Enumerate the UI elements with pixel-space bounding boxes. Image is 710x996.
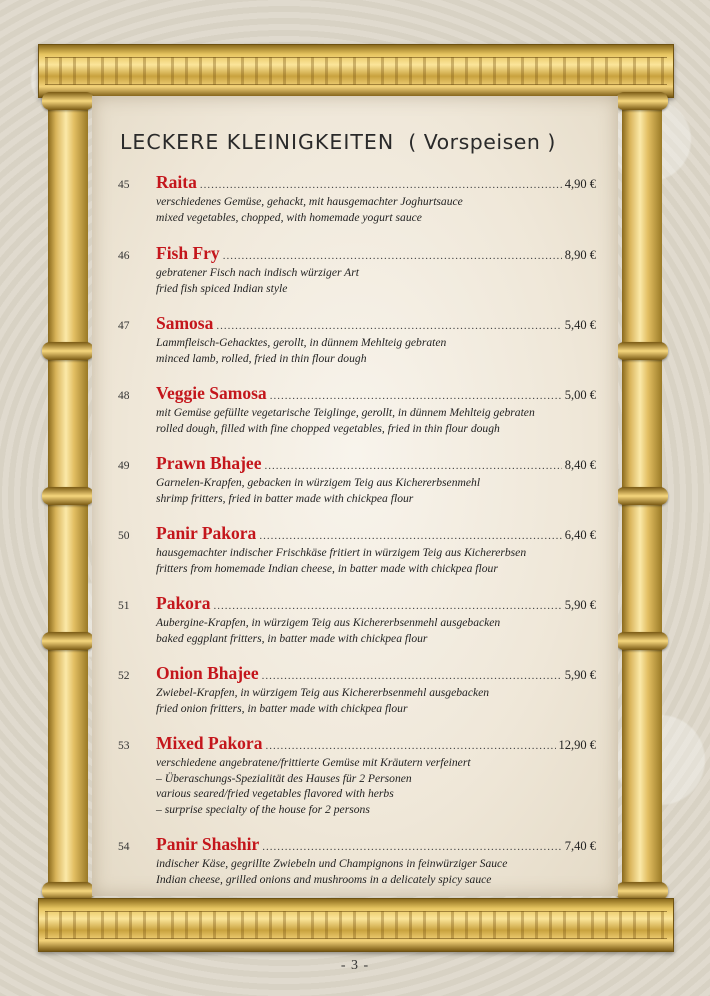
top-gold-beam bbox=[38, 44, 674, 98]
item-price: 5,90 € bbox=[564, 598, 596, 612]
item-description bbox=[156, 856, 596, 887]
dot-leader bbox=[265, 740, 555, 752]
description-line: verschiedenes Gemüse, gehackt, mit hausgemachter Joghurtsauce bbox=[156, 195, 463, 208]
item-description bbox=[156, 265, 596, 296]
menu-item bbox=[118, 172, 596, 225]
item-name: Mixed Pakora bbox=[156, 733, 263, 753]
item-number: 46 bbox=[118, 250, 130, 262]
menu-item-row bbox=[118, 453, 596, 475]
item-number: 53 bbox=[118, 740, 130, 752]
menu-item-row bbox=[118, 834, 596, 856]
menu-item-row bbox=[118, 243, 596, 265]
item-price: 12,90 € bbox=[558, 738, 596, 752]
dot-leader bbox=[223, 250, 562, 262]
item-number: 45 bbox=[118, 179, 130, 191]
item-price: 4,90 € bbox=[564, 177, 596, 191]
description-line: shrimp fritters, fried in batter made with chickpea flour bbox=[156, 491, 414, 505]
description-line: mixed vegetables, chopped, with homemade yogurt sauce bbox=[156, 210, 422, 224]
description-line: – surprise specialty of the house for 2 persons bbox=[156, 802, 370, 816]
menu-item bbox=[118, 593, 596, 646]
item-description bbox=[156, 405, 596, 436]
menu-item bbox=[118, 453, 596, 506]
item-number: 50 bbox=[118, 530, 130, 542]
menu-item-row bbox=[118, 733, 596, 755]
right-gold-pillar bbox=[616, 92, 668, 900]
menu-content bbox=[118, 130, 596, 904]
item-description bbox=[156, 685, 596, 716]
page-number: - 3 - bbox=[340, 958, 370, 973]
dot-leader bbox=[262, 841, 562, 853]
description-line: mit Gemüse gefüllte vegetarische Teiglinge, gerollt, in dünnem Mehlteig gebraten bbox=[156, 406, 535, 419]
description-line: Indian cheese, grilled onions and mushrooms in a delicately spicy sauce bbox=[156, 872, 492, 886]
menu-item-row bbox=[118, 663, 596, 685]
item-name: Veggie Samosa bbox=[156, 383, 267, 403]
left-gold-pillar bbox=[42, 92, 94, 900]
description-line: Garnelen-Krapfen, gebacken in würzigem Teig aus Kichererbsenmehl bbox=[156, 476, 481, 489]
menu-item-row bbox=[118, 593, 596, 615]
description-line: fritters from homemade Indian cheese, in batter made with chickpea flour bbox=[156, 561, 498, 575]
item-name: Panir Shashir bbox=[156, 834, 260, 854]
dot-leader bbox=[259, 530, 561, 542]
description-line: baked eggplant fritters, in batter made with chickpea flour bbox=[156, 631, 428, 645]
item-name: Onion Bhajee bbox=[156, 663, 259, 683]
item-name: Fish Fry bbox=[156, 243, 220, 263]
description-line: Aubergine-Krapfen, in würzigem Teig aus Kichererbsenmehl ausgebacken bbox=[156, 616, 501, 629]
item-price: 7,40 € bbox=[564, 839, 596, 853]
menu-item-row bbox=[118, 313, 596, 335]
item-number: 47 bbox=[118, 320, 130, 332]
item-description bbox=[156, 615, 596, 646]
item-description bbox=[156, 545, 596, 576]
menu-item bbox=[118, 523, 596, 576]
description-line: minced lamb, rolled, fried in thin flour dough bbox=[156, 351, 367, 365]
menu-item bbox=[118, 313, 596, 366]
description-line: various seared/fried vegetables flavored with herbs bbox=[156, 787, 394, 800]
item-number: 51 bbox=[118, 600, 130, 612]
item-price: 8,90 € bbox=[564, 248, 596, 262]
dot-leader bbox=[213, 600, 561, 612]
description-line: verschiedene angebratene/frittierte Gemüse mit Kräutern verfeinert bbox=[156, 756, 471, 769]
item-price: 6,40 € bbox=[564, 528, 596, 542]
description-line: Zwiebel-Krapfen, in würzigem Teig aus Kichererbsenmehl ausgebacken bbox=[156, 686, 490, 699]
description-line: indischer Käse, gegrillte Zwiebeln und Champignons in feinwürziger Sauce bbox=[156, 857, 508, 870]
item-price: 5,90 € bbox=[564, 668, 596, 682]
item-description bbox=[156, 475, 596, 506]
menu-item-row bbox=[118, 172, 596, 194]
item-price: 5,00 € bbox=[564, 388, 596, 402]
item-name: Raita bbox=[156, 172, 197, 192]
item-name: Pakora bbox=[156, 593, 211, 613]
menu-item bbox=[118, 733, 596, 817]
description-line: Lammfleisch-Gehacktes, gerollt, in dünnem Mehlteig gebraten bbox=[156, 336, 447, 349]
dot-leader bbox=[216, 320, 561, 332]
menu-item bbox=[118, 243, 596, 296]
description-line: rolled dough, filled with fine chopped vegetables, fried in thin flour dough bbox=[156, 421, 500, 435]
menu-item bbox=[118, 834, 596, 887]
item-number: 49 bbox=[118, 460, 130, 472]
description-line: – Überaschungs-Spezialität des Hauses für 2 Personen bbox=[156, 771, 412, 785]
item-description bbox=[156, 194, 596, 225]
dot-leader bbox=[264, 460, 561, 472]
item-description bbox=[156, 755, 596, 817]
bottom-gold-beam bbox=[38, 898, 674, 952]
menu-item-list bbox=[118, 172, 596, 887]
description-line: gebratener Fisch nach indisch würziger Art bbox=[156, 266, 359, 279]
description-line: fried fish spiced Indian style bbox=[156, 281, 288, 295]
item-description bbox=[156, 335, 596, 366]
item-price: 8,40 € bbox=[564, 458, 596, 472]
menu-item-row bbox=[118, 523, 596, 545]
description-line: fried onion fritters, in batter made with chickpea flour bbox=[156, 701, 408, 715]
menu-item-row bbox=[118, 383, 596, 405]
menu-item bbox=[118, 383, 596, 436]
item-number: 54 bbox=[118, 841, 130, 853]
item-number: 48 bbox=[118, 390, 130, 402]
description-line: hausgemachter indischer Frischkäse fritiert in würzigem Teig aus Kichererbsen bbox=[156, 546, 527, 559]
menu-item bbox=[118, 663, 596, 716]
section-heading bbox=[120, 130, 596, 154]
dot-leader bbox=[262, 670, 562, 682]
section-title: LECKERE KLEINIGKEITEN bbox=[120, 130, 395, 154]
item-name: Panir Pakora bbox=[156, 523, 257, 543]
item-number: 52 bbox=[118, 670, 130, 682]
section-subtitle: ( Vorspeisen ) bbox=[408, 130, 556, 154]
item-price: 5,40 € bbox=[564, 318, 596, 332]
dot-leader bbox=[200, 179, 562, 191]
dot-leader bbox=[270, 390, 562, 402]
item-name: Prawn Bhajee bbox=[156, 453, 262, 473]
item-name: Samosa bbox=[156, 313, 214, 333]
